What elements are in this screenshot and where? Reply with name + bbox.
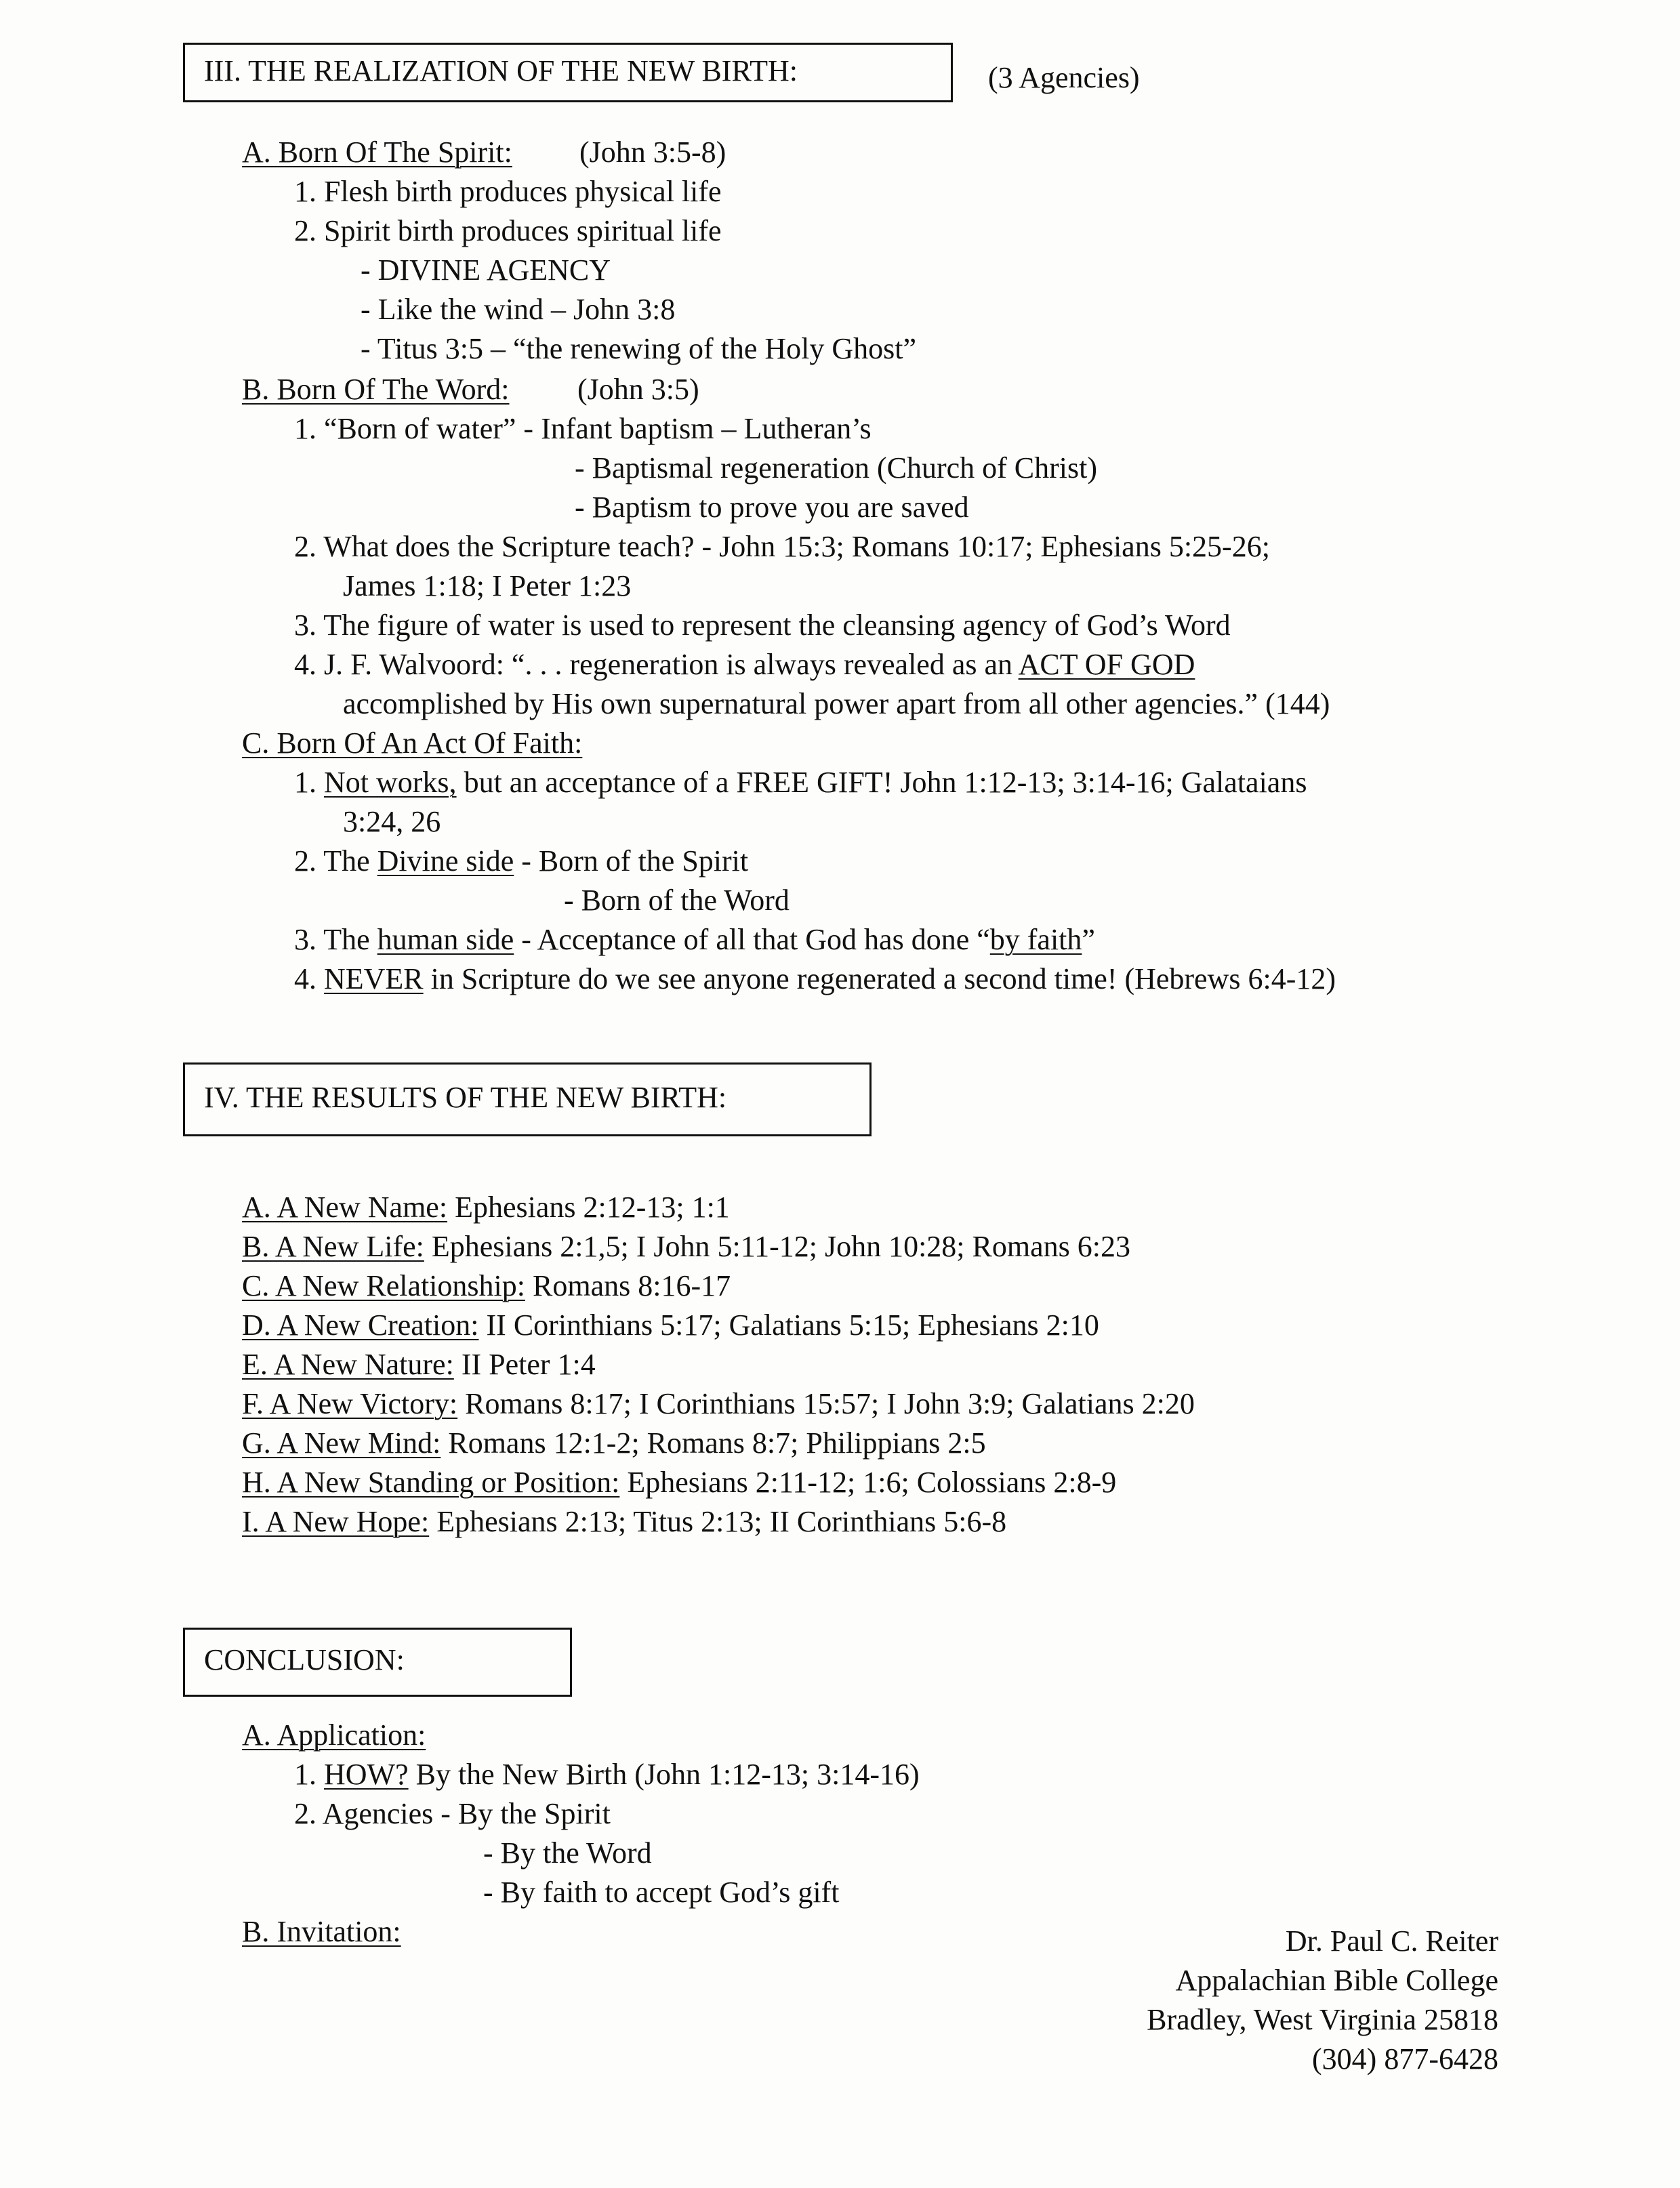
list-item: 3. The figure of water is used to represent the cleansing agency of God’s Word	[294, 608, 1231, 642]
section-3b-ref: (John 3:5)	[577, 373, 699, 406]
list-item	[242, 1227, 1130, 1266]
list-item: - Baptismal regeneration (Church of Christ)	[575, 451, 1098, 484]
signature-name: Dr. Paul C. Reiter	[1285, 1924, 1498, 1958]
list-item	[294, 645, 1195, 684]
item-emphasis: Divine side	[377, 844, 514, 878]
result-label: E. A New Nature:	[242, 1348, 454, 1381]
result-refs: Romans 8:17; I Corinthians 15:57; I John 3:9; Galatians 2:20	[457, 1387, 1195, 1420]
list-item	[242, 1502, 1006, 1542]
list-item: - By faith to accept God’s gift	[483, 1876, 840, 1909]
quote-emphasis: ACT OF GOD	[1018, 648, 1195, 681]
item-text: 3. The	[294, 923, 377, 956]
result-label: C. A New Relationship:	[242, 1269, 525, 1302]
list-item: - Baptism to prove you are saved	[575, 491, 969, 524]
item-text: By the New Birth (John 1:12-13; 3:14-16)	[408, 1758, 920, 1791]
item-emphasis: human side	[377, 923, 514, 956]
result-label: F. A New Victory:	[242, 1387, 458, 1420]
list-item: - By the Word	[483, 1836, 652, 1870]
list-item	[242, 1384, 1195, 1424]
result-refs: Romans 8:16-17	[525, 1269, 731, 1302]
list-item	[294, 920, 1095, 959]
list-item: - Born of the Word	[564, 884, 790, 917]
list-item	[242, 1345, 596, 1384]
section-4-heading-box	[183, 1062, 872, 1136]
item-emphasis: NEVER	[324, 962, 424, 995]
list-item: - DIVINE AGENCY	[361, 253, 611, 287]
result-label: D. A New Creation:	[242, 1308, 479, 1342]
result-refs: Ephesians 2:11-12; 1:6; Colossians 2:8-9	[619, 1466, 1117, 1499]
list-item: 2. What does the Scripture teach? - John 15:3; Romans 10:17; Ephesians 5:25-26;	[294, 530, 1270, 563]
list-item	[242, 1424, 986, 1463]
section-3a-label: A. Born Of The Spirit:	[242, 136, 512, 169]
list-item: - Like the wind – John 3:8	[361, 293, 676, 326]
conclusion-a-label: A. Application:	[242, 1718, 426, 1752]
item-number: 4.	[294, 962, 324, 995]
result-refs: Ephesians 2:1,5; I John 5:11-12; John 10:28; Romans 6:23	[424, 1230, 1130, 1263]
section-3a-ref: (John 3:5-8)	[579, 136, 726, 169]
section-3b-label: B. Born Of The Word:	[242, 373, 510, 406]
section-3-note: (3 Agencies)	[988, 61, 1140, 94]
list-item	[294, 959, 1336, 999]
list-item	[294, 763, 1307, 802]
section-3-heading-box	[183, 43, 953, 102]
section-3-heading: III. THE REALIZATION OF THE NEW BIRTH:	[204, 54, 798, 87]
list-item: 2. Spirit birth produces spiritual life	[294, 214, 722, 247]
list-item: - Titus 3:5 – “the renewing of the Holy Ghost”	[361, 332, 917, 365]
list-item: James 1:18; I Peter 1:23	[343, 569, 632, 602]
result-label: I. A New Hope:	[242, 1505, 430, 1538]
list-item	[294, 842, 748, 881]
result-refs: Romans 12:1-2; Romans 8:7; Philippians 2:5	[441, 1426, 986, 1460]
list-item: 3:24, 26	[343, 805, 441, 838]
item-emphasis: Not works,	[324, 766, 457, 799]
result-refs: II Corinthians 5:17; Galatians 5:15; Ephesians 2:10	[478, 1308, 1099, 1342]
signature-college: Appalachian Bible College	[1175, 1964, 1498, 1997]
list-item: 1. “Born of water” - Infant baptism – Lutheran’s	[294, 412, 872, 445]
list-item	[242, 1463, 1116, 1502]
quote-text: 4. J. F. Walvoord: “. . . regeneration is always revealed as an	[294, 648, 1019, 681]
item-text: in Scripture do we see anyone regenerated a second time! (Hebrews 6:4-12)	[423, 962, 1336, 995]
section-3c-label: C. Born Of An Act Of Faith:	[242, 726, 583, 760]
list-item	[242, 1266, 731, 1306]
list-item: accomplished by His own supernatural power apart from all other agencies.” (144)	[343, 687, 1330, 720]
list-item: 2. Agencies - By the Spirit	[294, 1797, 611, 1830]
conclusion-heading: CONCLUSION:	[204, 1643, 405, 1676]
item-number: 1.	[294, 766, 324, 799]
list-item: 1. Flesh birth produces physical life	[294, 175, 722, 208]
item-emphasis: by faith	[989, 923, 1082, 956]
signature-phone: (304) 877-6428	[1312, 2042, 1498, 2076]
signature-address: Bradley, West Virginia 25818	[1147, 2003, 1498, 2036]
list-item	[294, 1755, 920, 1794]
result-refs: II Peter 1:4	[453, 1348, 596, 1381]
result-refs: Ephesians 2:12-13; 1:1	[447, 1191, 730, 1224]
item-text: - Born of the Spirit	[514, 844, 749, 878]
result-label: B. A New Life:	[242, 1230, 424, 1263]
item-text: but an acceptance of a FREE GIFT! John 1:12-13; 3:14-16; Galataians	[456, 766, 1307, 799]
list-item	[242, 1306, 1099, 1345]
item-number: 1.	[294, 1758, 324, 1791]
list-item	[242, 1188, 730, 1227]
item-emphasis: HOW?	[324, 1758, 409, 1791]
result-label: G. A New Mind:	[242, 1426, 441, 1460]
item-text: - Acceptance of all that God has done “	[514, 923, 990, 956]
section-4-heading: IV. THE RESULTS OF THE NEW BIRTH:	[204, 1081, 727, 1114]
result-label: H. A New Standing or Position:	[242, 1466, 620, 1499]
item-text: ”	[1082, 923, 1095, 956]
conclusion-b-label: B. Invitation:	[242, 1915, 401, 1948]
result-refs: Ephesians 2:13; Titus 2:13; II Corinthians 5:6-8	[429, 1505, 1007, 1538]
result-label: A. A New Name:	[242, 1191, 448, 1224]
item-text: 2. The	[294, 844, 377, 878]
conclusion-heading-box	[183, 1628, 572, 1697]
